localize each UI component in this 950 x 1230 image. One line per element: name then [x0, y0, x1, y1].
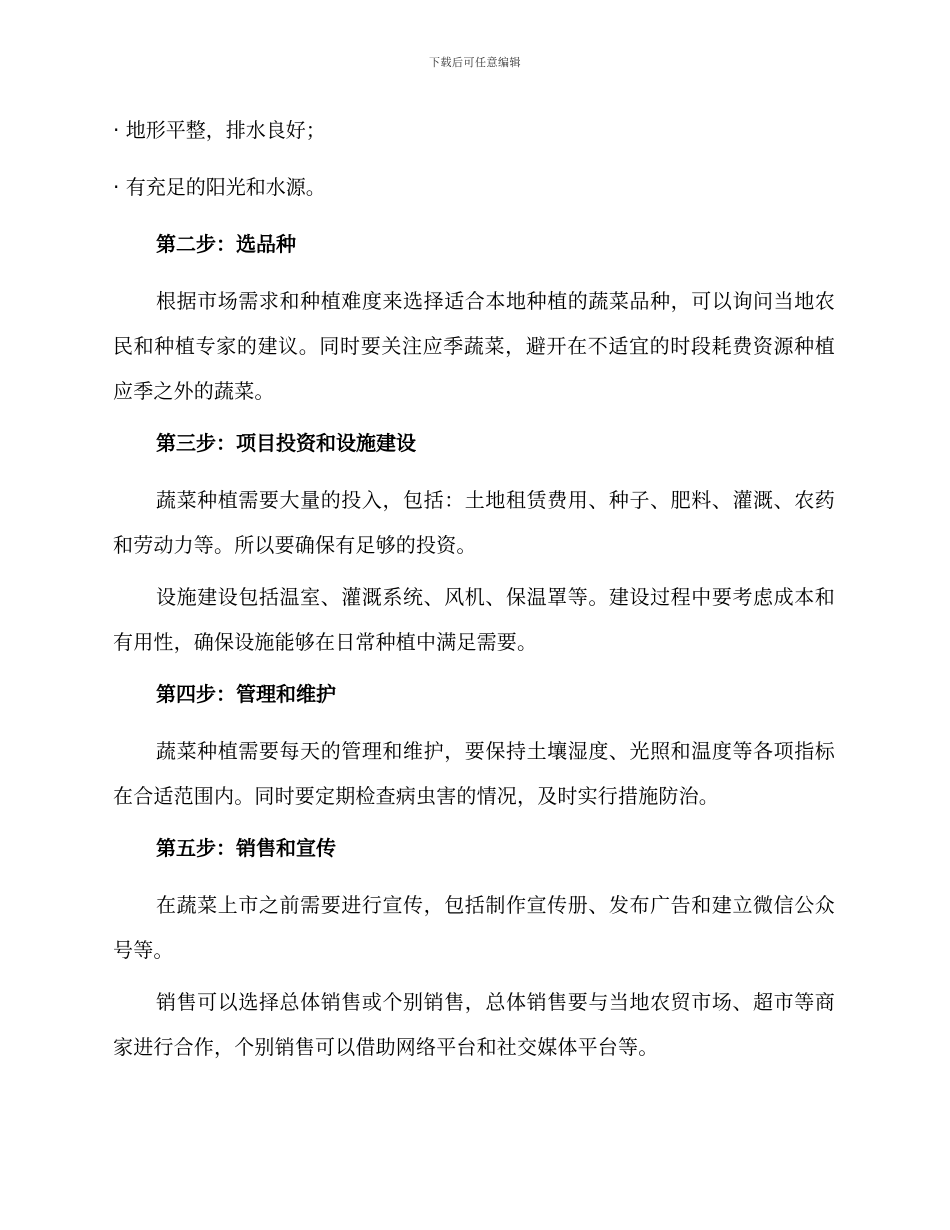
section-heading-step3: 第三步：项目投资和设施建设	[156, 431, 416, 455]
document-body	[113, 113, 835, 1082]
paragraph: 销售可以选择总体销售或个别销售，总体销售要与当地农贸市场、超市等商家进行合作，个别销售可以借助网络平台和社交媒体平台等。	[113, 990, 835, 1059]
paragraph: 根据市场需求和种植难度来选择适合本地种植的蔬菜品种，可以询问当地农民和种植专家的建议。同时要关注应季蔬菜，避开在不适宜的时段耗费资源种植应季之外的蔬菜。	[113, 289, 835, 403]
paragraph: 设施建设包括温室、灌溉系统、风机、保温罩等。建设过程中要考虑成本和有用性，确保设施能够在日常种植中满足需要。	[113, 585, 835, 654]
paragraph: 在蔬菜上市之前需要进行宣传，包括制作宣传册、发布广告和建立微信公众号等。	[113, 893, 835, 962]
section-heading-step5: 第五步：销售和宣传	[156, 836, 336, 860]
section-heading-step2: 第二步：选品种	[156, 232, 296, 256]
bullet-item: · 有充足的阳光和水源。	[113, 175, 326, 199]
paragraph: 蔬菜种植需要大量的投入，包括：土地租赁费用、种子、肥料、灌溉、农药和劳动力等。所以要确保有足够的投资。	[113, 488, 835, 557]
paragraph: 蔬菜种植需要每天的管理和维护，要保持土壤湿度、光照和温度等各项指标在合适范围内。同时要定期检查病虫害的情况，及时实行措施防治。	[113, 739, 835, 808]
section-heading-step4: 第四步：管理和维护	[156, 682, 336, 706]
bullet-item: · 地形平整，排水良好；	[113, 118, 326, 142]
page-header-note: 下载后可任意编辑	[429, 56, 521, 69]
